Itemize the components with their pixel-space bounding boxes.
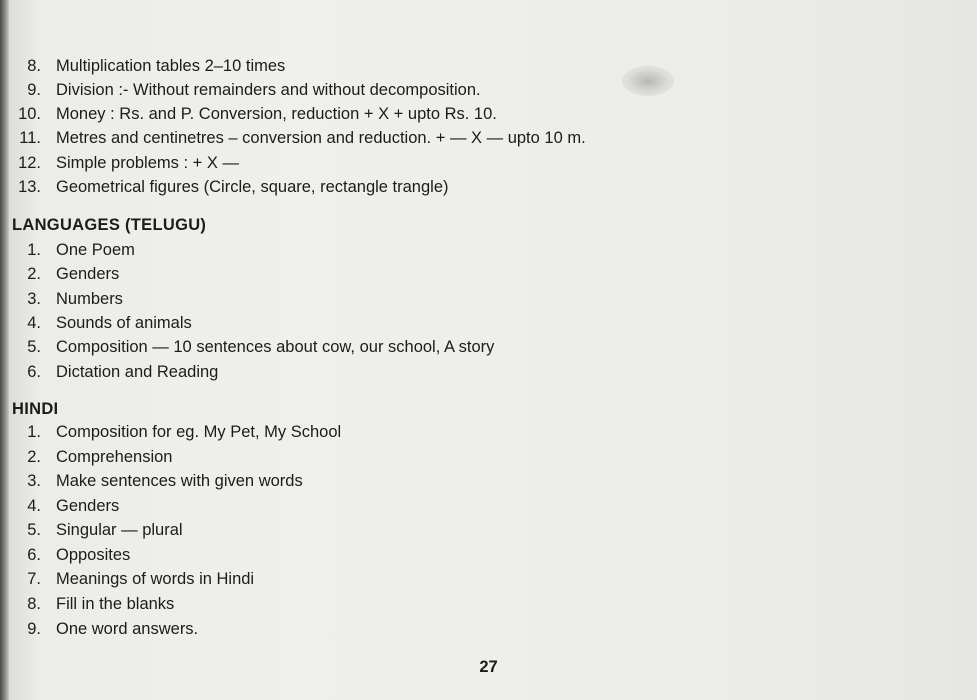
item-number: 4.: [27, 497, 41, 515]
section-heading-hindi: HINDI: [12, 400, 59, 418]
item-text: Metres and centinetres – conversion and reduction. + — X — upto 10 m.: [56, 129, 586, 147]
item-number: 3.: [27, 290, 41, 308]
item-text: Sounds of animals: [56, 314, 192, 332]
item-number: 1.: [27, 423, 41, 441]
item-text: Meanings of words in Hindi: [56, 570, 255, 588]
item-text: One Poem: [56, 241, 135, 259]
item-number: 13.: [18, 178, 41, 196]
item-number: 7.: [27, 570, 41, 588]
item-number: 12.: [18, 154, 41, 172]
item-text: Composition for eg. My Pet, My School: [56, 423, 342, 441]
item-text: Comprehension: [56, 448, 173, 466]
ink-smudge: [622, 66, 674, 96]
item-text: Singular — plural: [56, 521, 183, 539]
item-number: 8.: [27, 57, 41, 75]
item-text: Fill in the blanks: [56, 595, 175, 613]
item-text: Money : Rs. and P. Conversion, reduction + X + upto Rs. 10.: [56, 105, 497, 123]
item-text: Opposites: [56, 546, 131, 564]
item-number: 5.: [27, 338, 41, 356]
item-number: 5.: [27, 521, 41, 539]
item-number: 6.: [27, 363, 41, 381]
item-number: 4.: [27, 314, 41, 332]
item-number: 11.: [19, 129, 41, 147]
item-text: Dictation and Reading: [56, 363, 219, 381]
item-number: 9.: [27, 620, 41, 638]
item-text: One word answers.: [56, 620, 199, 638]
item-text: Numbers: [56, 290, 123, 308]
item-text: Composition — 10 sentences about cow, our school, A story: [56, 338, 495, 356]
item-number: 3.: [27, 472, 41, 490]
item-number: 1.: [27, 241, 41, 259]
page-number: 27: [479, 658, 498, 676]
item-text: Geometrical figures (Circle, square, rectangle trangle): [56, 178, 449, 196]
item-number: 10.: [18, 105, 41, 123]
item-text: Division :- Without remainders and without decomposition.: [56, 81, 481, 99]
item-text: Make sentences with given words: [56, 472, 303, 490]
item-number: 6.: [27, 546, 41, 564]
item-number: 2.: [27, 448, 41, 466]
item-text: Genders: [56, 265, 120, 283]
item-text: Simple problems : + X —: [56, 154, 239, 172]
item-number: 2.: [27, 265, 41, 283]
item-text: Multiplication tables 2–10 times: [56, 57, 286, 75]
item-text: Genders: [56, 497, 120, 515]
item-number: 9.: [27, 81, 41, 99]
item-number: 8.: [27, 595, 41, 613]
section-heading-telugu: LANGUAGES (TELUGU): [12, 216, 207, 234]
